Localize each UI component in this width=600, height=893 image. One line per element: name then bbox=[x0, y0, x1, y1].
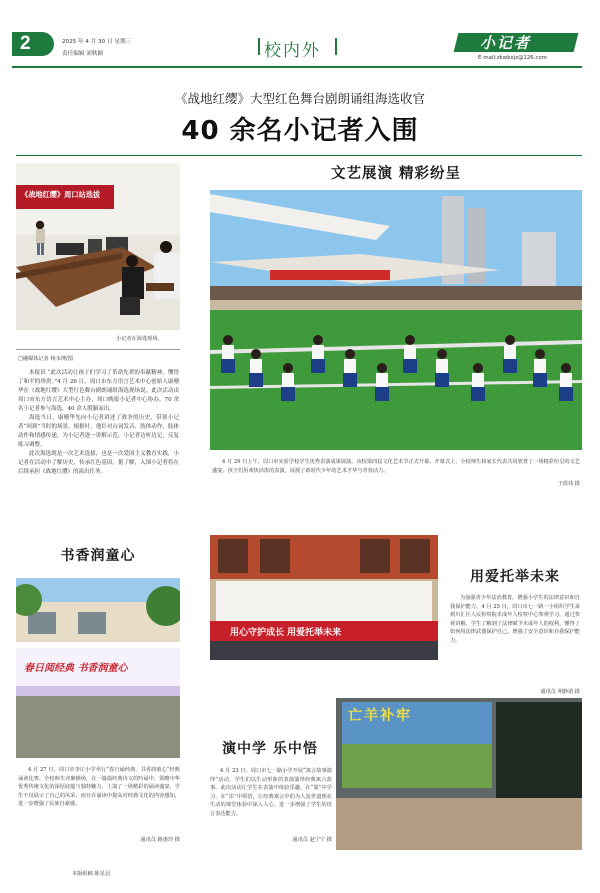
photo-procuratorate-visit bbox=[210, 535, 438, 660]
performer-head bbox=[313, 335, 323, 345]
yongai-banner-text: 用心守护成长 用爱托举未来 bbox=[230, 628, 342, 638]
section-title: 校内外 bbox=[264, 41, 321, 61]
performer-shirt bbox=[250, 359, 262, 373]
lead-kicker: 《战地红缨》大型红色舞台剧朗诵组海选收官 bbox=[174, 91, 425, 106]
header-email: E-mail:zkwbxjz@126.com bbox=[478, 55, 547, 61]
yanzhongxue-banner-text: 亡羊补牢 bbox=[348, 708, 412, 724]
performer-skirt bbox=[249, 373, 263, 387]
shuxiang-title: 书香润童心 bbox=[60, 548, 136, 564]
performer-shirt bbox=[534, 359, 546, 373]
performer-skirt bbox=[435, 373, 449, 387]
performer-shirt bbox=[504, 345, 516, 359]
yongai-credit: 通讯员 朔静诺 摄 bbox=[540, 689, 580, 695]
col-rule-top bbox=[16, 155, 582, 156]
shuxiang-credit: 通讯员 路惠玲 摄 bbox=[140, 837, 180, 843]
performer-head bbox=[535, 349, 545, 359]
yongai-title: 用爱托举未来 bbox=[470, 569, 560, 585]
performer-shirt bbox=[404, 345, 416, 359]
photo-audition-caption: 小记者在海选现场。 bbox=[116, 336, 163, 342]
performer-shirt bbox=[312, 345, 324, 359]
left-story-paragraph: 此次海选既是一次艺术选拔，也是一次爱国主义教育实践，小记者在活动中了解历史，传承红色基因。据了解，入围小记者将在后续承担《战地红缨》的演出任务。 bbox=[18, 451, 179, 475]
header-rule-green bbox=[12, 66, 582, 68]
photo-audition-room bbox=[16, 163, 180, 330]
performer-head bbox=[473, 363, 483, 373]
yanzhongxue-text: 4 月 23 日，周口市七一路小学开展“寓言故事演绎”活动，学生们以生动形象的表演演绎经典寓言故事。此次活动让学生在表演中体验乐趣，在“演”中学习，在“乐”中领悟，让经典寓言中的为人处世道理在生动的课堂体验中深入人心，进一步增强了学生的语言表达能力。 bbox=[210, 768, 332, 817]
section-left-bar bbox=[258, 38, 260, 55]
performer-shirt bbox=[436, 359, 448, 373]
page-number: 2 bbox=[20, 33, 31, 54]
performer-head bbox=[437, 349, 447, 359]
performer-head bbox=[223, 335, 233, 345]
photo-audition-banner-text: 《战地红缨》周口站选拔 bbox=[21, 190, 101, 199]
performer-head bbox=[405, 335, 415, 345]
photo-art-performance bbox=[210, 190, 582, 450]
lead-headline: 40 余名小记者入围 bbox=[181, 116, 419, 146]
performer-skirt bbox=[533, 373, 547, 387]
performer-shirt bbox=[560, 373, 572, 387]
performer-head bbox=[561, 363, 571, 373]
performer-skirt bbox=[471, 387, 485, 401]
left-story-byline: □融媒体记者 杨永博/图 bbox=[18, 356, 73, 362]
performer-head bbox=[377, 363, 387, 373]
footer-editor: 本版组稿 陈星羽 bbox=[72, 871, 110, 877]
performer-shirt bbox=[222, 345, 234, 359]
wenyi-title: 文艺展演 精彩纷呈 bbox=[330, 166, 462, 182]
page-number-badge bbox=[12, 32, 54, 56]
left-story-paragraph: 本报讯 “此次活动让孩子们学习了革命先辈的奉献精神，懂得了和平的珍贵。”4 月 26 日，周口市东方语言艺术中心创始人康珊华在《战地红缨》大型红色舞台剧朗诵组海选现场说。此次活动由周口市东方语言艺术中心主办，周口晚报小记者中心协办，70 余名小记者参与海选，40 余人脱颖而出。 bbox=[18, 370, 179, 412]
performer-shirt bbox=[282, 373, 294, 387]
performer-shirt bbox=[472, 373, 484, 387]
yanzhongxue-title: 演中学 乐中悟 bbox=[222, 741, 318, 757]
performer-skirt bbox=[221, 359, 235, 373]
header-date: 2025 年 4 月 30 日 星期三 bbox=[62, 39, 132, 45]
shuxiang-text: 4 月 27 日，周口市李庄小学举行“春日诵经典，书香润童心”经典诵读比赛。全校师生齐聚操场，在一篇篇经典诗文的吟诵中，领略中华优秀传统文化的深厚底蕴与独特魅力，上演了一场精彩的诵读盛宴，学生不仅展示了自己的风采，而且在诵读中提高对经典文化的内容感知，进一步增强了民族自豪感。 bbox=[18, 767, 180, 808]
left-story-body bbox=[18, 369, 179, 477]
yongai-text: 为加强青少年法治教育，增强小学生的法律意识和自我保护能力，4 月 25 日，周口市七一路一小组织学生来到川汇区人民检察院未成年人检察中心参观学习。通过参观讲解，学生了解到了法律赋予未成年人的权利，懂得了如何用法律武器保护自己，增强了安全意识和自我保护能力。 bbox=[450, 595, 580, 644]
yanzhongxue-credit: 通讯员 赵宁宁 摄 bbox=[292, 837, 332, 843]
shuxiang-banner-text: 春日阅经典 书香润童心 bbox=[24, 663, 128, 674]
wenyi-caption: 4 月 29 日上午，周口市实验学校学生优秀表演成果展演，该校第四届文化艺术节正式开幕。开幕式上，全校师生和家长代表共同欣赏了一场精彩纷呈的文艺盛宴。孩子们用欢快活泼的表演，展现了新时代少年的艺术才华与青春活力。 bbox=[212, 459, 580, 474]
performer-skirt bbox=[503, 359, 517, 373]
performer-head bbox=[251, 349, 261, 359]
performer-skirt bbox=[403, 359, 417, 373]
performer-skirt bbox=[343, 373, 357, 387]
performer-head bbox=[505, 335, 515, 345]
performer-head bbox=[345, 349, 355, 359]
performer-shirt bbox=[376, 373, 388, 387]
performer-skirt bbox=[375, 387, 389, 401]
brand-title: 小记者 bbox=[480, 34, 532, 52]
header-editor: 责任编辑 刘秋颖 bbox=[62, 51, 103, 57]
wenyi-credit: 王倩玮 摄 bbox=[557, 481, 580, 487]
left-story-rule bbox=[16, 349, 180, 350]
left-story-paragraph: 海选当日，康珊华先向小记者讲述了战争的历史，带领小记者“回到”当时的场景，根据叶，他针对台词发音、肢体动作、肢体动作和情感传递，为小记者逐一讲解示范，小记者边听边记，反复练习调整。 bbox=[18, 415, 179, 448]
section-right-bar bbox=[335, 38, 337, 55]
performer-head bbox=[283, 363, 293, 373]
performer-shirt bbox=[344, 359, 356, 373]
performer-skirt bbox=[311, 359, 325, 373]
performer-skirt bbox=[281, 387, 295, 401]
performer-skirt bbox=[559, 387, 573, 401]
